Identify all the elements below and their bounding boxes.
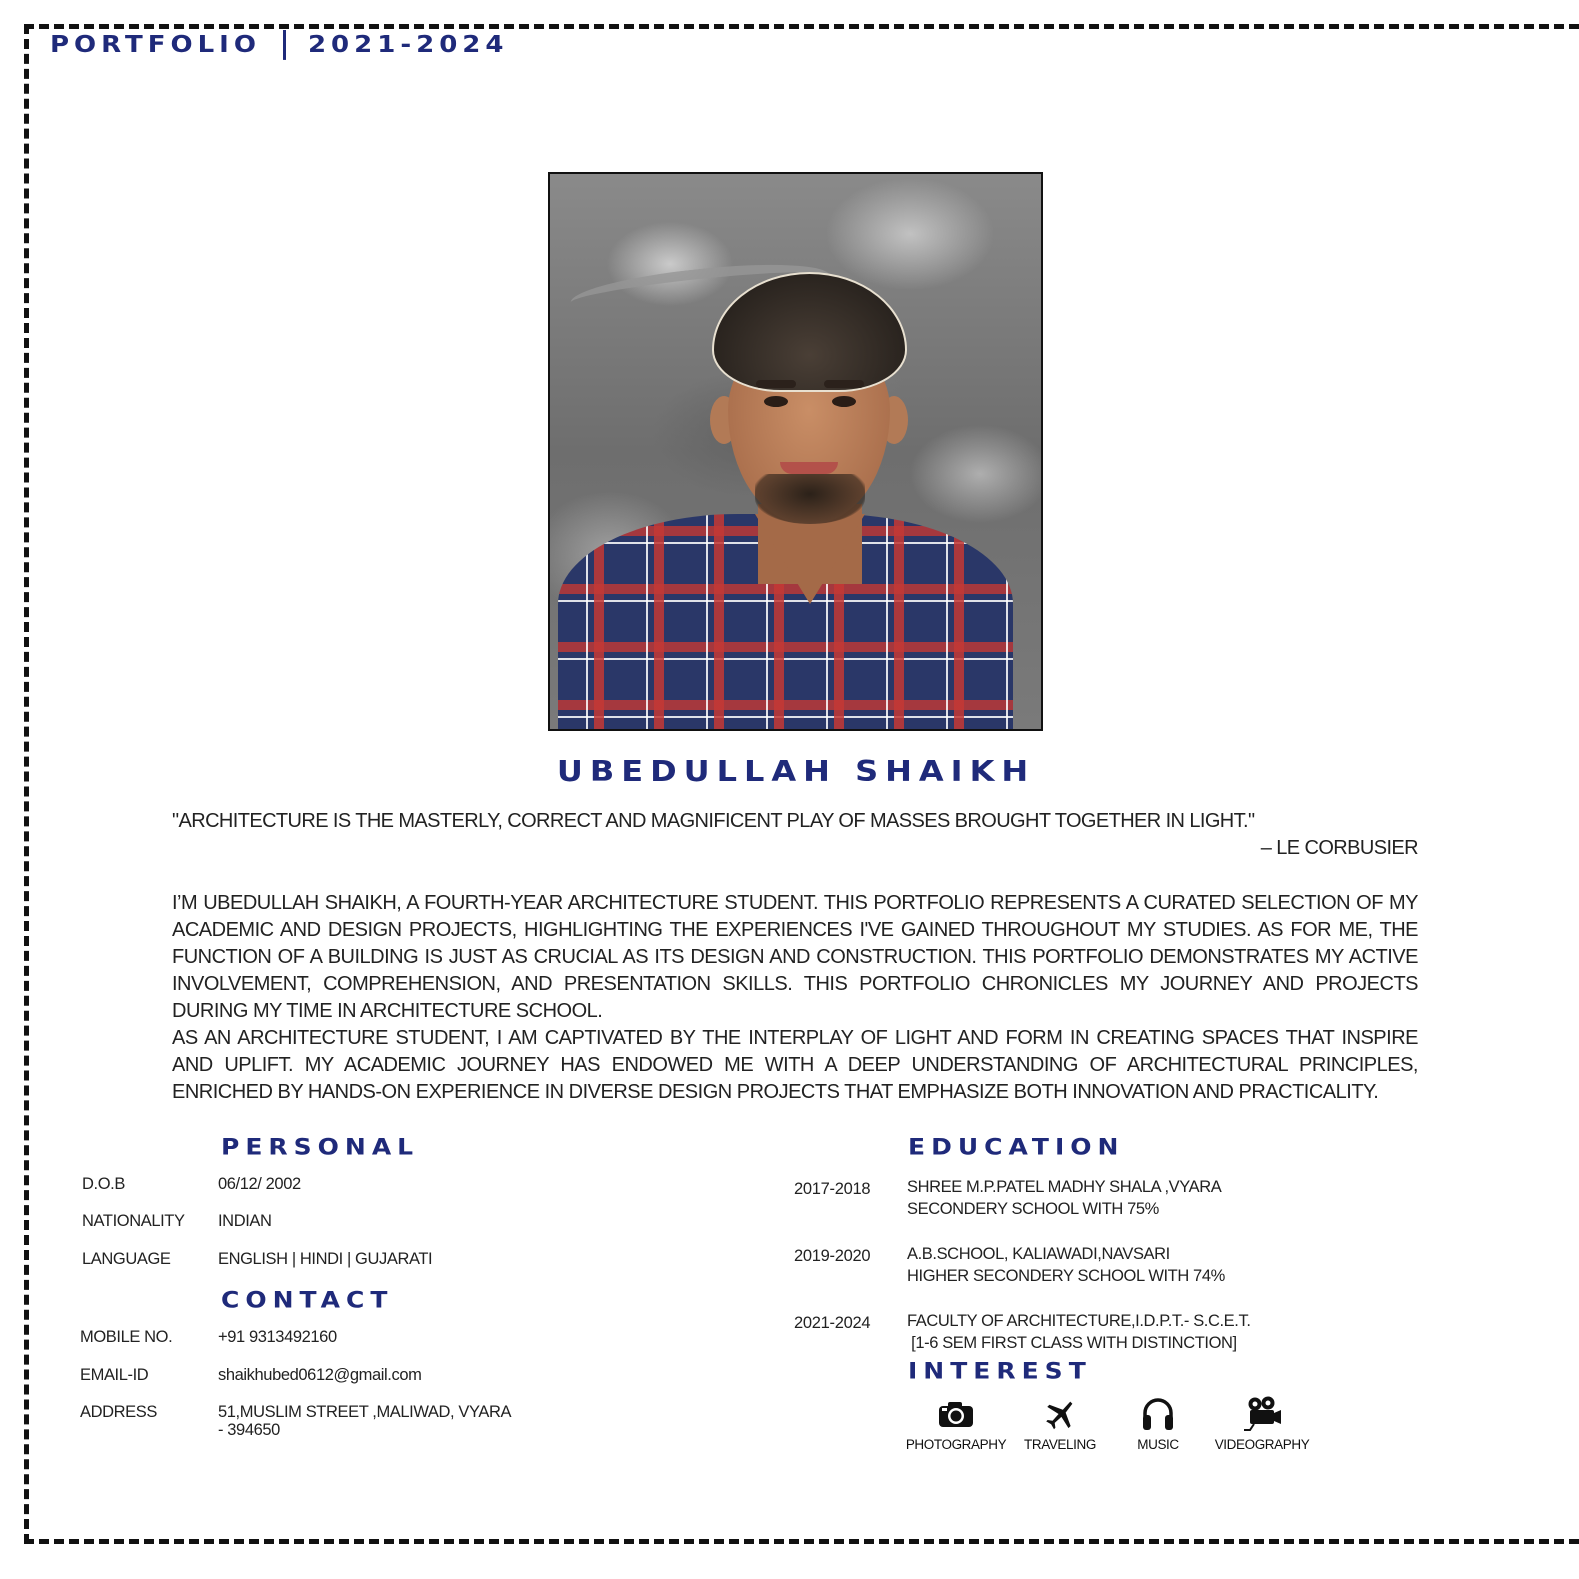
- education-school: SHREE M.P.PATEL MADHY SHALA ,VYARA: [907, 1178, 1222, 1196]
- personal-value: 06/12/ 2002: [218, 1175, 301, 1193]
- address-line-2: - 394650: [218, 1421, 280, 1439]
- interest-item-traveling: [1021, 1395, 1099, 1452]
- education-detail: [1-6 SEM FIRST CLASS WITH DISTINCTION]: [907, 1334, 1237, 1352]
- quote-text: "ARCHITECTURE IS THE MASTERLY, CORRECT AND MAGNIFICENT PLAY OF MASSES BROUGHT TOGETHER IN LIGHT.": [172, 810, 1255, 832]
- dashed-frame-top: [24, 24, 1579, 29]
- education-detail: SECONDERY SCHOOL WITH 75%: [907, 1200, 1159, 1218]
- bio-paragraph: I’M UBEDULLAH SHAIKH, A FOURTH-YEAR ARCHITECTURE STUDENT. THIS PORTFOLIO REPRESENTS A CURATED SELECTION OF MY ACADEMIC AND DESIGN PROJECTS, HIGHLIGHTING THE EXPERIENCES I'VE GAINED THROUGHOUT MY STUDIES. AS FOR ME, THE FUNCTION OF A BUILDING IS JUST AS CRUCIAL AS ITS DESIGN AND CONSTRUCTION. THIS PORTFOLIO DEMONSTRATES MY ACTIVE INVOLVEMENT, COMPREHENSION, AND PRESENTATION SKILLS. THIS PORTFOLIO CHRONICLES MY JOURNEY AND PROJECTS DURING MY TIME IN ARCHITECTURE SCHOOL.: [172, 892, 1418, 1022]
- interest-label: PHOTOGRAPHY: [905, 1437, 1007, 1452]
- bio-section: [172, 890, 1418, 1106]
- contact-label: EMAIL-ID: [80, 1366, 149, 1384]
- photo-brow-left: [756, 380, 796, 388]
- contact-label: ADDRESS: [80, 1403, 157, 1421]
- email-address[interactable]: shaikhubed0612@gmail.com: [218, 1366, 422, 1384]
- education-school: FACULTY OF ARCHITECTURE,I.D.P.T.- S.C.E.T.: [907, 1312, 1251, 1330]
- personal-value: INDIAN: [218, 1212, 272, 1230]
- bio-paragraph: AS AN ARCHITECTURE STUDENT, I AM CAPTIVATED BY THE INTERPLAY OF LIGHT AND FORM IN CREATING SPACES THAT INSPIRE AND UPLIFT. MY ACADEMIC JOURNEY HAS ENDOWED ME WITH A DEEP UNDERSTANDING OF ARCHITECTURAL PRINCIPLES, ENRICHED BY HANDS-ON EXPERIENCE IN DIVERSE DESIGN PROJECTS THAT EMPHASIZE BOTH INNOVATION AND PRACTICALITY.: [172, 1027, 1418, 1103]
- interest-heading: INTEREST: [908, 1358, 1092, 1385]
- photo-eye-left: [764, 396, 788, 407]
- education-years: 2021-2024: [794, 1314, 871, 1332]
- photo-mouth: [780, 462, 838, 474]
- personal-label: NATIONALITY: [82, 1212, 185, 1230]
- header-divider: [283, 30, 286, 60]
- interest-label: MUSIC: [1137, 1437, 1179, 1452]
- personal-value: ENGLISH | HINDI | GUJARATI: [218, 1250, 433, 1268]
- interest-item-photography: [907, 1395, 1005, 1452]
- mobile-number[interactable]: +91 9313492160: [218, 1328, 337, 1346]
- education-entry: [907, 1176, 1221, 1220]
- camera-icon: [934, 1395, 978, 1433]
- airplane-icon: [1038, 1395, 1082, 1433]
- education-heading: EDUCATION: [908, 1134, 1125, 1161]
- education-entry: [907, 1243, 1225, 1287]
- education-years: 2017-2018: [794, 1180, 871, 1198]
- personal-label: LANGUAGE: [82, 1250, 171, 1268]
- education-detail: HIGHER SECONDERY SCHOOL WITH 74%: [907, 1267, 1225, 1285]
- quote-author: – LE CORBUSIER: [1260, 837, 1418, 859]
- contact-label: MOBILE NO.: [80, 1328, 173, 1346]
- address-line-1: 51,MUSLIM STREET ,MALIWAD, VYARA: [218, 1403, 512, 1421]
- portfolio-header: [50, 30, 508, 60]
- headphones-icon: [1136, 1395, 1180, 1433]
- header-title: PORTFOLIO: [50, 31, 261, 59]
- video-camera-icon: [1240, 1395, 1284, 1433]
- interest-item-music: [1128, 1395, 1188, 1452]
- contact-heading: CONTACT: [221, 1287, 394, 1314]
- personal-heading: PERSONAL: [221, 1134, 420, 1161]
- education-entry: [907, 1310, 1251, 1354]
- photo-beard: [755, 474, 865, 524]
- header-years: 2021-2024: [307, 31, 509, 59]
- personal-label: D.O.B: [82, 1175, 125, 1193]
- interest-item-videography: [1214, 1395, 1310, 1452]
- photo-brow-right: [824, 380, 864, 388]
- person-name: UBEDULLAH SHAIKH: [556, 753, 1036, 789]
- interest-label: TRAVELING: [1024, 1437, 1096, 1452]
- interest-label: VIDEOGRAPHY: [1214, 1437, 1310, 1452]
- profile-photo: [548, 172, 1043, 731]
- education-years: 2019-2020: [794, 1247, 871, 1265]
- dashed-frame-bottom: [24, 1539, 1579, 1544]
- education-school: A.B.SCHOOL, KALIAWADI,NAVSARI: [907, 1245, 1170, 1263]
- photo-eye-right: [832, 396, 856, 407]
